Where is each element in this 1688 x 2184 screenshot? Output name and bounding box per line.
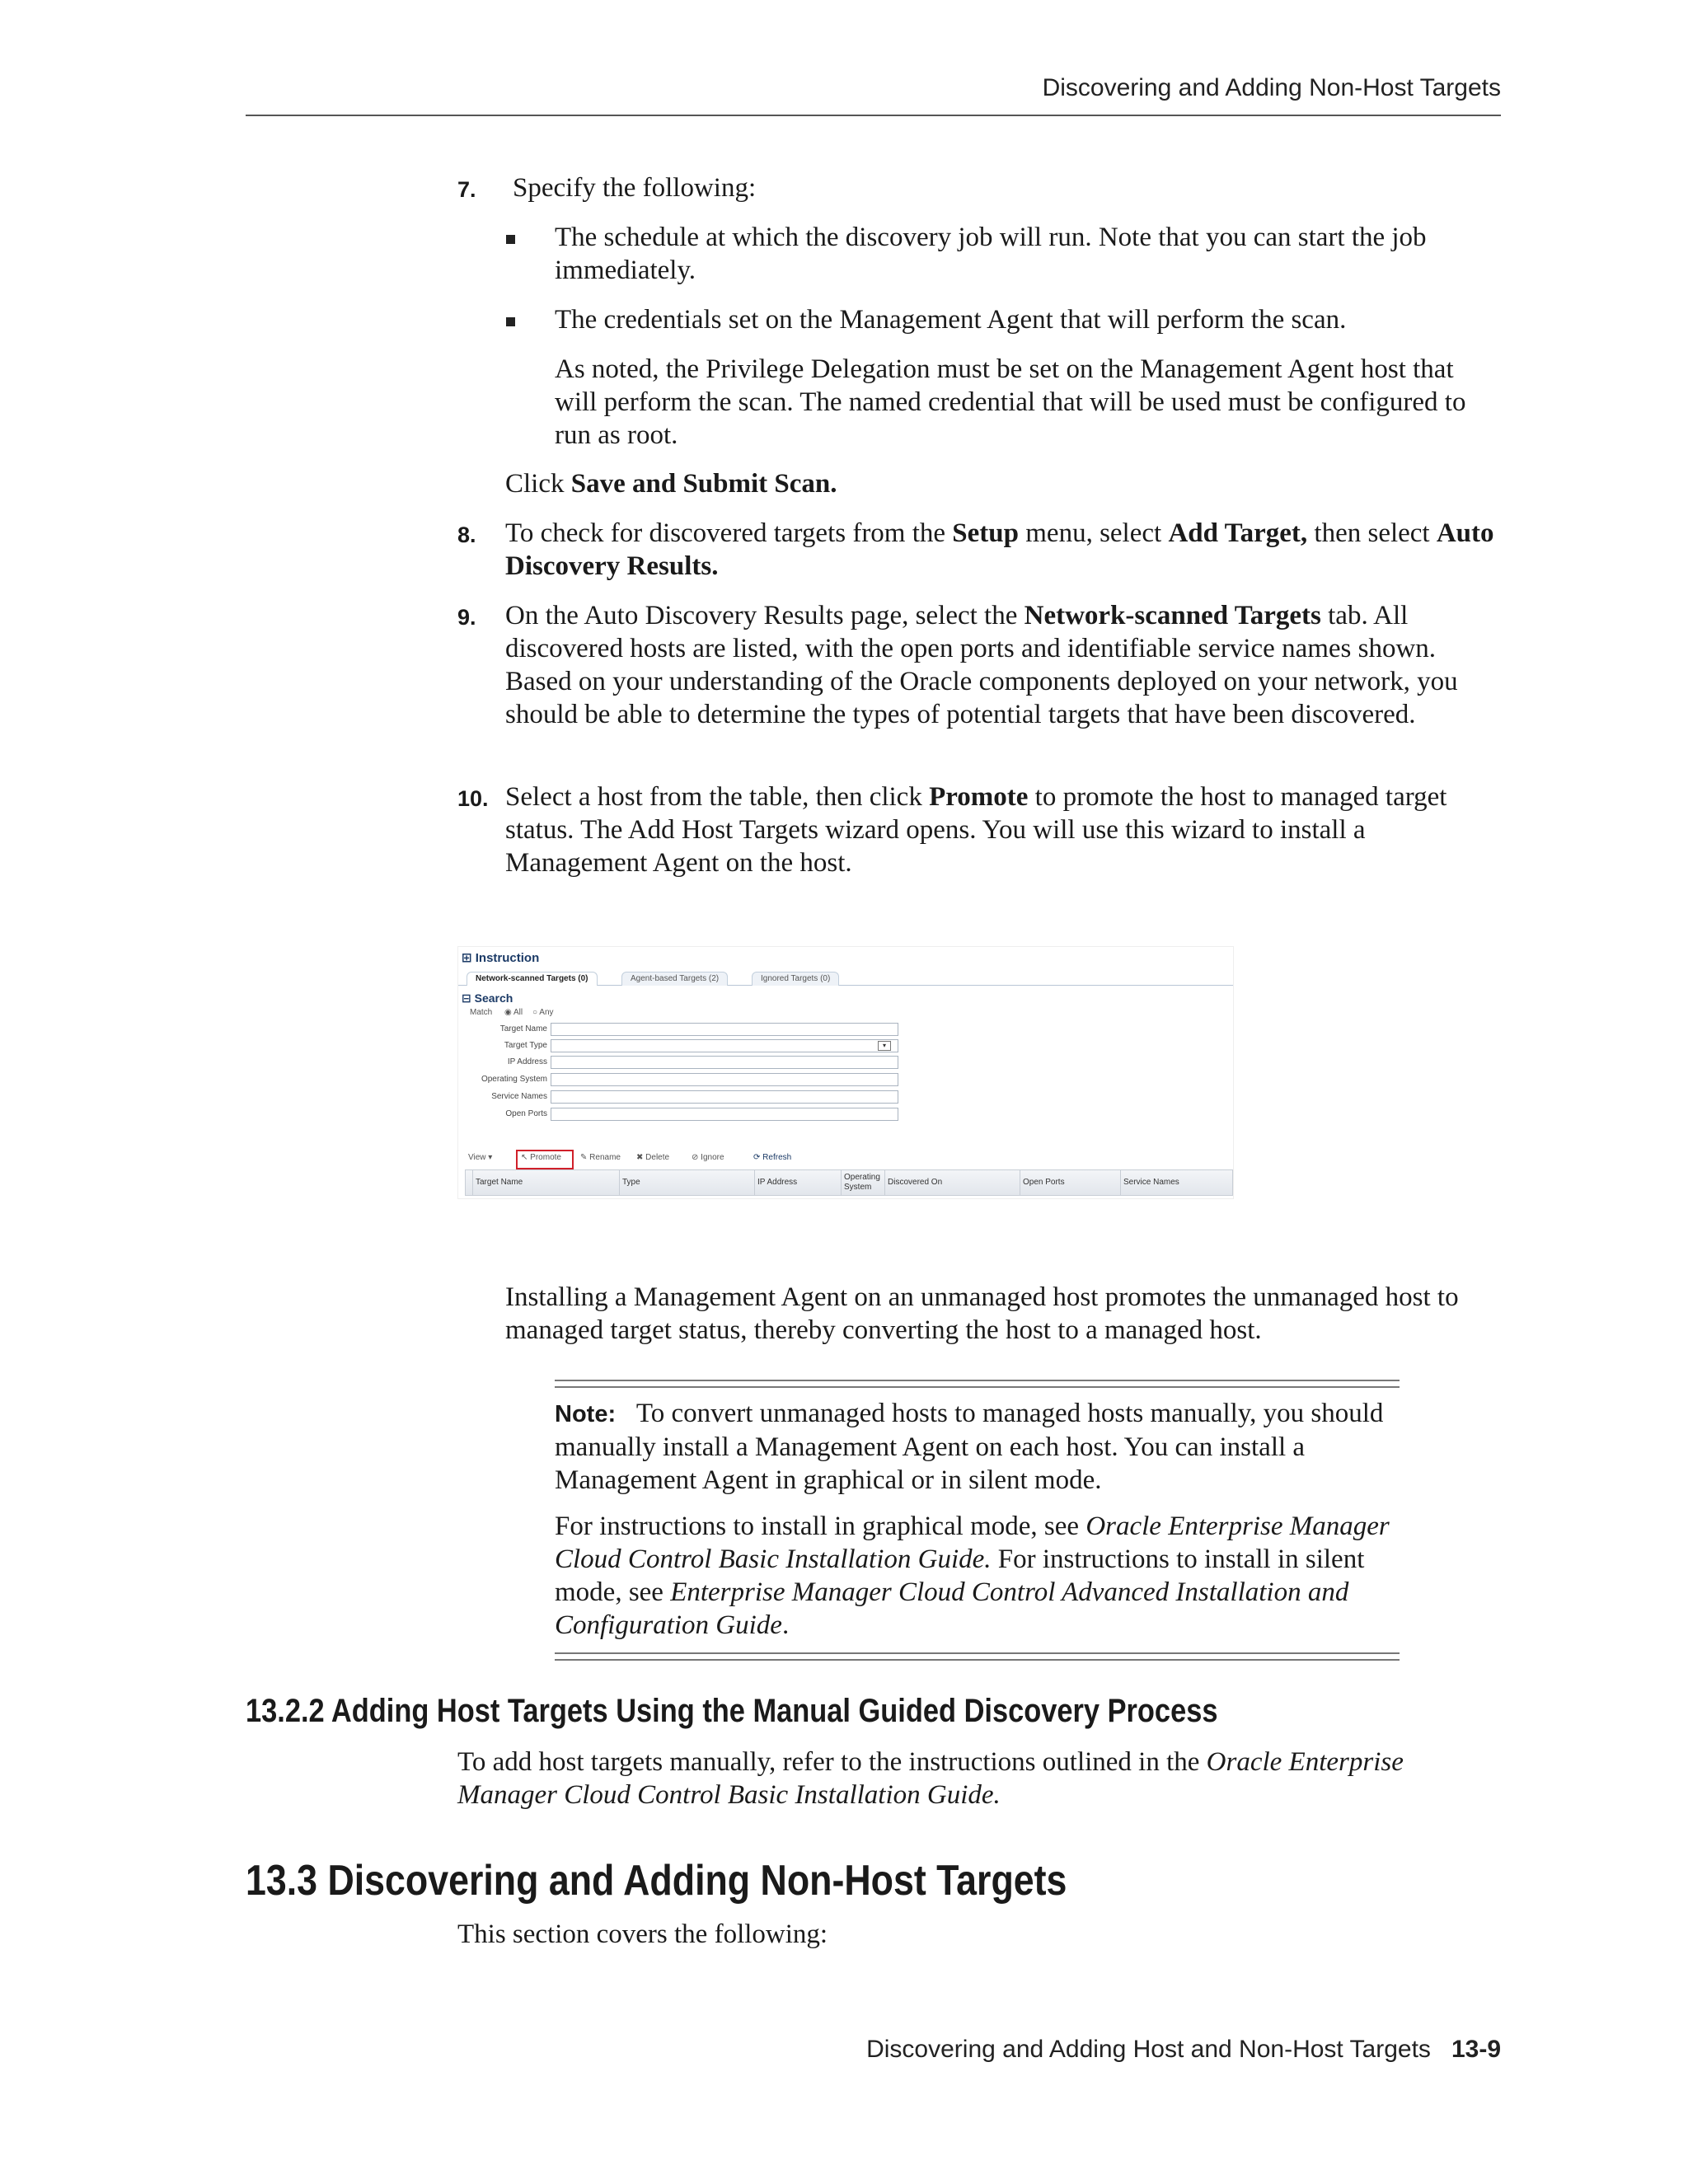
bullet-icon — [506, 235, 515, 244]
step-8-text: To check for discovered targets from the Setup menu, select Add Target, then select Auto Discovery Results. — [505, 518, 1494, 581]
running-head: Discovering and Adding Non-Host Targets — [1042, 74, 1501, 101]
step-10-number: 10. — [457, 786, 489, 811]
step-9-text: On the Auto Discovery Results page, select the Network-scanned Targets tab. All discovered hosts are listed, with the open ports and identifiable service names shown. Based on your understanding of the Oracle components deployed on your network, you should be able to determine the types of potential targets that have been discovered. — [505, 601, 1458, 729]
open-ports-field — [551, 1108, 898, 1121]
col-target-name: Target Name — [472, 1170, 620, 1195]
match-label: Match — [470, 1008, 493, 1017]
header-rule — [246, 115, 1501, 116]
field-label-ip-address: IP Address — [507, 1057, 547, 1066]
field-label-operating-system: Operating System — [481, 1075, 547, 1084]
note-bottom-rule — [555, 1652, 1400, 1661]
operating-system-field — [551, 1073, 898, 1086]
pencil-icon: ✎ — [580, 1153, 590, 1162]
step-7-privilege-paragraph: As noted, the Privilege Delegation must be set on the Management Agent host that will perform the scan. The named credential that will be used must be configured to run as root. — [555, 354, 1466, 450]
target-name-field — [551, 1023, 898, 1036]
col-discovered-on: Discovered On — [884, 1170, 1020, 1195]
rename-button: ✎ Rename — [580, 1153, 621, 1162]
note-label: Note: — [555, 1401, 617, 1427]
step-8-number: 8. — [457, 523, 476, 547]
refresh-icon: ⟳ — [753, 1153, 763, 1162]
dropdown-arrow-icon: ▾ — [878, 1041, 891, 1051]
search-header: ⊟ Search — [462, 991, 513, 1005]
target-type-select — [551, 1039, 898, 1052]
section-13-2-2-text: To add host targets manually, refer to the instructions outlined in the Oracle Enterprise Manager Cloud Control Basic Installation Guide. — [457, 1747, 1404, 1810]
delete-icon: ✖ — [636, 1153, 646, 1162]
col-ip-address: IP Address — [754, 1170, 840, 1195]
field-label-service-names: Service Names — [491, 1092, 547, 1101]
col-operating-system: Operating System — [841, 1170, 885, 1195]
note-paragraph-2: For instructions to install in graphical mode, see Oracle Enterprise Manager Cloud Control Basic Installation Guide. For instructions to install in silent mode, see Enterprise Manager Cloud Control Advanced Installation and Configuration Guide. — [555, 1511, 1390, 1640]
field-label-open-ports: Open Ports — [505, 1109, 547, 1118]
note-top-rule — [555, 1380, 1400, 1388]
promote-icon: ↖ — [521, 1153, 531, 1162]
results-table-header — [465, 1169, 1233, 1196]
auto-discovery-screenshot — [457, 946, 1234, 1199]
promote-button: ↖ Promote — [521, 1153, 561, 1162]
promote-highlight — [516, 1150, 574, 1169]
tab-bar — [458, 972, 1233, 986]
refresh-button: ⟳ Refresh — [753, 1153, 792, 1162]
after-screenshot-paragraph: Installing a Management Agent on an unmanaged host promotes the unmanaged host to managed target status, thereby converting the host to a managed host. — [505, 1282, 1459, 1345]
page-footer — [866, 2036, 1501, 2064]
match-all-radio: ◉ All — [504, 1008, 523, 1017]
field-label-target-type: Target Type — [504, 1041, 547, 1050]
tab-ignored: Ignored Targets (0) — [752, 972, 839, 986]
footer-title: Discovering and Adding Host and Non-Host Targets — [866, 2036, 1431, 2063]
field-label-target-name: Target Name — [499, 1024, 547, 1033]
section-13-2-2-heading: 13.2.2 Adding Host Targets Using the Manual Guided Discovery Process — [246, 1693, 1218, 1729]
tab-network-scanned: Network-scanned Targets (0) — [467, 972, 598, 986]
note-paragraph-1: Note: To convert unmanaged hosts to managed hosts manually, you should manually install a Management Agent on each host. You can install a Management Agent in graphical or in silent mode. — [555, 1399, 1384, 1495]
ignore-icon: ⊘ — [692, 1153, 701, 1162]
col-type: Type — [619, 1170, 754, 1195]
col-service-names: Service Names — [1120, 1170, 1231, 1195]
step-9-number: 9. — [457, 605, 476, 630]
section-13-3-text: This section covers the following: — [457, 1919, 828, 1949]
section-13-3-heading: 13.3 Discovering and Adding Non-Host Targets — [246, 1857, 1067, 1905]
page-number: 13-9 — [1451, 2036, 1501, 2063]
tab-agent-based: Agent-based Targets (2) — [621, 972, 728, 986]
match-any-radio: ○ Any — [532, 1008, 554, 1017]
delete-button: ✖ Delete — [636, 1153, 670, 1162]
instruction-header: ⊞ Instruction — [462, 951, 540, 965]
bullet-icon — [506, 317, 515, 326]
step-10-text: Select a host from the table, then click Promote to promote the host to managed target status. The Add Host Targets wizard opens. You will use this wizard to install a Management Agent on the host. — [505, 782, 1447, 878]
step-7-bullet-schedule: The schedule at which the discovery job will run. Note that you can start the job immediately. — [555, 223, 1427, 285]
service-names-field — [551, 1090, 898, 1104]
step-7-text: Specify the following: — [513, 173, 757, 203]
view-menu: View ▾ — [468, 1153, 493, 1162]
radio-empty-icon: ○ — [532, 1008, 540, 1017]
ip-address-field — [551, 1056, 898, 1069]
ignore-button: ⊘ Ignore — [692, 1153, 724, 1162]
col-open-ports: Open Ports — [1020, 1170, 1120, 1195]
expand-icon: ⊞ — [462, 951, 476, 965]
step-7-click-line: Click Save and Submit Scan. — [505, 469, 837, 499]
step-7-number: 7. — [457, 177, 476, 202]
radio-selected-icon: ◉ — [504, 1008, 513, 1017]
collapse-icon: ⊟ — [462, 991, 475, 1005]
step-7-bullet-credentials: The credentials set on the Management Agent that will perform the scan. — [555, 305, 1347, 335]
